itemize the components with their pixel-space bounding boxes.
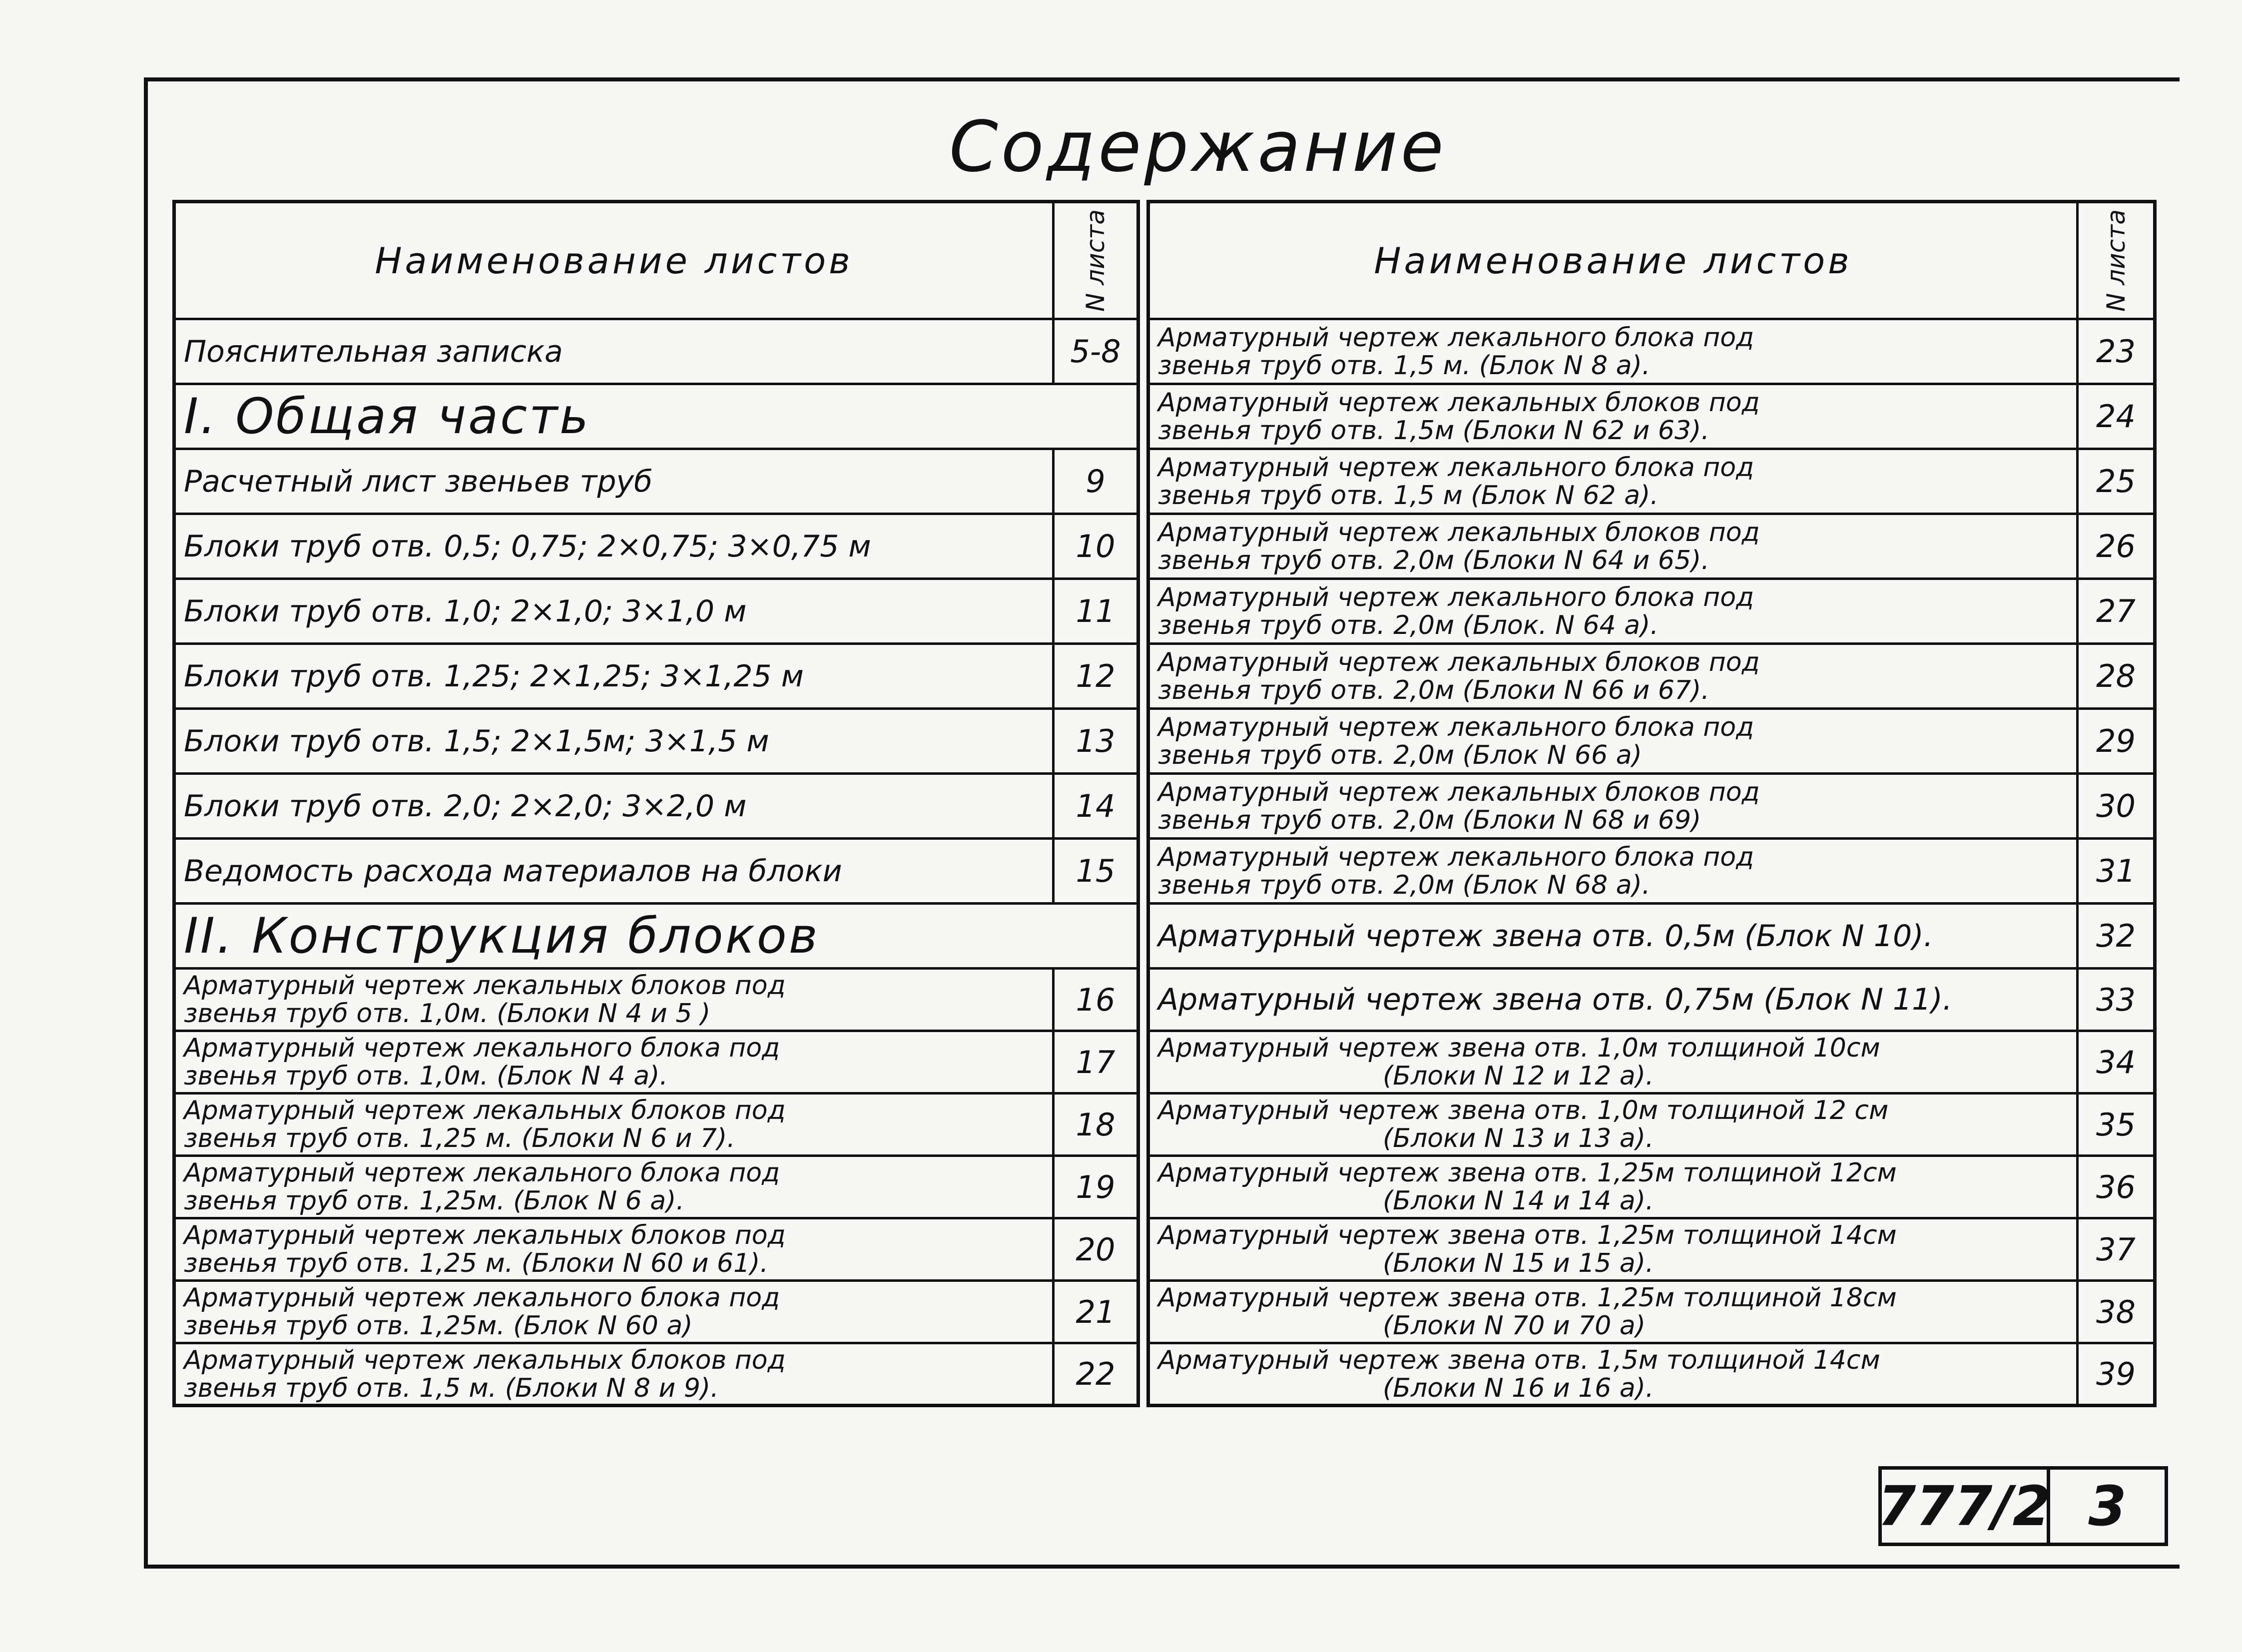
row-num: 35 (2078, 1094, 2155, 1156)
row-name: Ведомость расхода материалов на блоки (174, 839, 1054, 904)
toc-table-right (1146, 200, 2157, 1407)
row-name: Арматурный чертеж звена отв. 0,75м (Блок N 11). (1148, 969, 2078, 1031)
row-name (174, 1281, 1054, 1343)
table-row (174, 1281, 1138, 1343)
row-line-2: (Блоки N 70 и 70 а) (1383, 1311, 1646, 1341)
row-line-2: звенья труб отв. 2,0м (Блоки N 66 и 67). (1158, 675, 1709, 705)
row-name: Пояснительная записка (174, 319, 1054, 384)
row-num: 18 (1054, 1094, 1138, 1156)
table-row (174, 644, 1138, 709)
row-num: 9 (1054, 449, 1138, 514)
row-line-1: Арматурный чертеж лекального блока под (184, 1158, 780, 1188)
row-name (174, 1218, 1054, 1281)
table-row (174, 1031, 1138, 1094)
row-line-1: Арматурный чертеж лекального блока под (1158, 712, 1754, 742)
row-num: 31 (2078, 839, 2155, 904)
row-name: Блоки труб отв. 1,0; 2×1,0; 3×1,0 м (174, 579, 1054, 644)
row-line-2: (Блоки N 16 и 16 а). (1383, 1373, 1654, 1403)
row-line-1: Арматурный чертеж звена отв. 1,25м толщиной 12см (1158, 1158, 1897, 1188)
row-line-1: Арматурный чертеж лекальных блоков под (1158, 647, 1760, 677)
table-row (1148, 384, 2155, 449)
row-line-1: Арматурный чертеж лекальных блоков под (184, 971, 786, 1001)
row-name (174, 1031, 1054, 1094)
row-num: 15 (1054, 839, 1138, 904)
row-line-1: Арматурный чертеж лекального блока под (184, 1033, 780, 1063)
row-line-1: Арматурный чертеж лекального блока под (1158, 452, 1754, 483)
row-num: 20 (1054, 1218, 1138, 1281)
row-num: 11 (1054, 579, 1138, 644)
row-num: 28 (2078, 644, 2155, 709)
table-row (174, 839, 1138, 904)
row-line-2: звенья труб отв. 1,25м. (Блок N 6 а). (184, 1186, 684, 1216)
drawing-code: 777/2 (1882, 1470, 2050, 1543)
row-num: 14 (1054, 774, 1138, 839)
row-num: 34 (2078, 1031, 2155, 1094)
row-name: Арматурный чертеж звена отв. 0,5м (Блок N 10). (1148, 904, 2078, 969)
row-line-2: звенья труб отв. 1,5 м. (Блоки N 8 и 9). (184, 1373, 719, 1403)
row-line-1: Арматурный чертеж звена отв. 1,5м толщиной 14см (1158, 1345, 1880, 1375)
row-num: 32 (2078, 904, 2155, 969)
title-stamp (1878, 1466, 2168, 1546)
table-row (1148, 319, 2155, 384)
row-line-1: Арматурный чертеж звена отв. 1,25м толщиной 14см (1158, 1220, 1897, 1250)
row-num: 10 (1054, 514, 1138, 579)
row-name (1148, 384, 2078, 449)
row-num: 38 (2078, 1281, 2155, 1343)
row-name (1148, 774, 2078, 839)
row-name (1148, 1031, 2078, 1094)
row-num: 33 (2078, 969, 2155, 1031)
table-row (1148, 1343, 2155, 1406)
row-name (174, 1094, 1054, 1156)
table-row (174, 319, 1138, 384)
row-line-2: звенья труб отв. 1,0м. (Блок N 4 а). (184, 1061, 668, 1091)
row-name (1148, 514, 2078, 579)
row-line-1: Арматурный чертеж звена отв. 1,0м толщиной 12 см (1158, 1096, 1889, 1125)
section-row (174, 384, 1138, 449)
table-row (1148, 839, 2155, 904)
row-name (1148, 1218, 2078, 1281)
row-num: 24 (2078, 384, 2155, 449)
row-line-2: (Блоки N 15 и 15 а). (1383, 1248, 1654, 1278)
table-row (1148, 449, 2155, 514)
row-line-1: Арматурный чертеж лекальных блоков под (184, 1220, 786, 1250)
row-num: 37 (2078, 1218, 2155, 1281)
row-name (1148, 1156, 2078, 1218)
section-row (174, 904, 1138, 969)
row-name (1148, 579, 2078, 644)
row-line-2: (Блоки N 14 и 14 а). (1383, 1186, 1654, 1216)
row-name (1148, 1281, 2078, 1343)
row-line-1: Арматурный чертеж лекального блока под (1158, 582, 1754, 612)
row-name (1148, 1343, 2078, 1406)
table-row (1148, 1156, 2155, 1218)
table-row (174, 709, 1138, 774)
row-num: 12 (1054, 644, 1138, 709)
table-row (1148, 1281, 2155, 1343)
row-line-2: звенья труб отв. 1,5м (Блоки N 62 и 63). (1158, 415, 1709, 446)
table-row (1148, 1218, 2155, 1281)
row-name (1148, 449, 2078, 514)
row-num: 36 (2078, 1156, 2155, 1218)
row-num: 13 (1054, 709, 1138, 774)
row-num: 26 (2078, 514, 2155, 579)
table-row (174, 1218, 1138, 1281)
row-name (1148, 839, 2078, 904)
row-line-1: Арматурный чертеж лекального блока под (1158, 322, 1754, 353)
table-row (1148, 1094, 2155, 1156)
table-row (174, 774, 1138, 839)
row-name (174, 969, 1054, 1031)
toc-table-left (172, 200, 1140, 1407)
row-num: 21 (1054, 1281, 1138, 1343)
header-num (2078, 202, 2155, 319)
row-line-2: звенья труб отв. 2,0м (Блоки N 68 и 69) (1158, 805, 1701, 835)
row-line-2: звенья труб отв. 1,5 м. (Блок N 8 а). (1158, 350, 1651, 381)
row-num: 25 (2078, 449, 2155, 514)
table-header-row (174, 202, 1138, 319)
table-header-row (1148, 202, 2155, 319)
table-row (1148, 969, 2155, 1031)
table-row (174, 514, 1138, 579)
header-name: Наименование листов (1148, 202, 2078, 319)
table-row (174, 579, 1138, 644)
row-line-1: Арматурный чертеж лекальных блоков под (1158, 517, 1760, 548)
table-row (1148, 1031, 2155, 1094)
row-line-1: Арматурный чертеж лекальных блоков под (184, 1345, 786, 1375)
row-num: 16 (1054, 969, 1138, 1031)
row-line-2: звенья труб отв. 2,0м (Блок N 66 а) (1158, 740, 1642, 770)
row-num: 19 (1054, 1156, 1138, 1218)
row-name: Блоки труб отв. 0,5; 0,75; 2×0,75; 3×0,75 м (174, 514, 1054, 579)
row-name (1148, 709, 2078, 774)
row-num: 22 (1054, 1343, 1138, 1406)
row-line-2: звенья труб отв. 1,5 м (Блок N 62 а). (1158, 480, 1659, 511)
row-line-1: Арматурный чертеж звена отв. 1,0м толщиной 10см (1158, 1033, 1880, 1063)
table-row (174, 1094, 1138, 1156)
page-title: Содержание (949, 106, 1447, 188)
row-name (174, 1343, 1054, 1406)
row-line-2: (Блоки N 12 и 12 а). (1383, 1061, 1654, 1091)
row-num: 39 (2078, 1343, 2155, 1406)
section-heading-1: I. Общая часть (174, 384, 1138, 449)
row-line-1: Арматурный чертеж лекальных блоков под (1158, 387, 1760, 418)
table-row (174, 449, 1138, 514)
row-num: 23 (2078, 319, 2155, 384)
row-line-2: звенья труб отв. 2,0м (Блок. N 64 а). (1158, 610, 1659, 640)
row-name (1148, 319, 2078, 384)
section-heading-2: II. Конструкция блоков (174, 904, 1138, 969)
table-row (174, 1343, 1138, 1406)
row-num: 5-8 (1054, 319, 1138, 384)
row-name: Расчетный лист звеньев труб (174, 449, 1054, 514)
row-name: Блоки труб отв. 2,0; 2×2,0; 3×2,0 м (174, 774, 1054, 839)
header-name: Наименование листов (174, 202, 1054, 319)
row-line-2: звенья труб отв. 1,0м. (Блоки N 4 и 5 ) (184, 999, 711, 1029)
row-name (1148, 644, 2078, 709)
row-num: 29 (2078, 709, 2155, 774)
header-num-label: N листа (2101, 209, 2131, 312)
row-line-1: Арматурный чертеж звена отв. 1,25м толщиной 18см (1158, 1283, 1897, 1313)
row-num: 27 (2078, 579, 2155, 644)
row-line-2: звенья труб отв. 1,25 м. (Блоки N 60 и 61). (184, 1248, 768, 1278)
row-line-1: Арматурный чертеж лекальных блоков под (184, 1096, 786, 1125)
row-num: 30 (2078, 774, 2155, 839)
row-line-2: звенья труб отв. 1,25м. (Блок N 60 а) (184, 1311, 693, 1341)
table-row (1148, 709, 2155, 774)
row-line-2: (Блоки N 13 и 13 а). (1383, 1123, 1654, 1153)
row-name: Блоки труб отв. 1,5; 2×1,5м; 3×1,5 м (174, 709, 1054, 774)
header-num (1054, 202, 1138, 319)
row-name: Блоки труб отв. 1,25; 2×1,25; 3×1,25 м (174, 644, 1054, 709)
sheet-number: 3 (2088, 1474, 2127, 1538)
header-num-label: N листа (1081, 209, 1110, 312)
row-line-2: звенья труб отв. 1,25 м. (Блоки N 6 и 7). (184, 1123, 735, 1153)
row-line-1: Арматурный чертеж лекального блока под (1158, 842, 1754, 872)
row-line-1: Арматурный чертеж лекальных блоков под (1158, 777, 1760, 807)
row-line-1: Арматурный чертеж лекального блока под (184, 1283, 780, 1313)
row-line-2: звенья труб отв. 2,0м (Блок N 68 а). (1158, 870, 1651, 900)
table-row (1148, 579, 2155, 644)
table-row (1148, 514, 2155, 579)
table-row (1148, 644, 2155, 709)
row-line-2: звенья труб отв. 2,0м (Блоки N 64 и 65). (1158, 545, 1709, 575)
row-name (174, 1156, 1054, 1218)
table-row (1148, 904, 2155, 969)
table-row (174, 1156, 1138, 1218)
table-row (174, 969, 1138, 1031)
row-num: 17 (1054, 1031, 1138, 1094)
row-name (1148, 1094, 2078, 1156)
table-row (1148, 774, 2155, 839)
